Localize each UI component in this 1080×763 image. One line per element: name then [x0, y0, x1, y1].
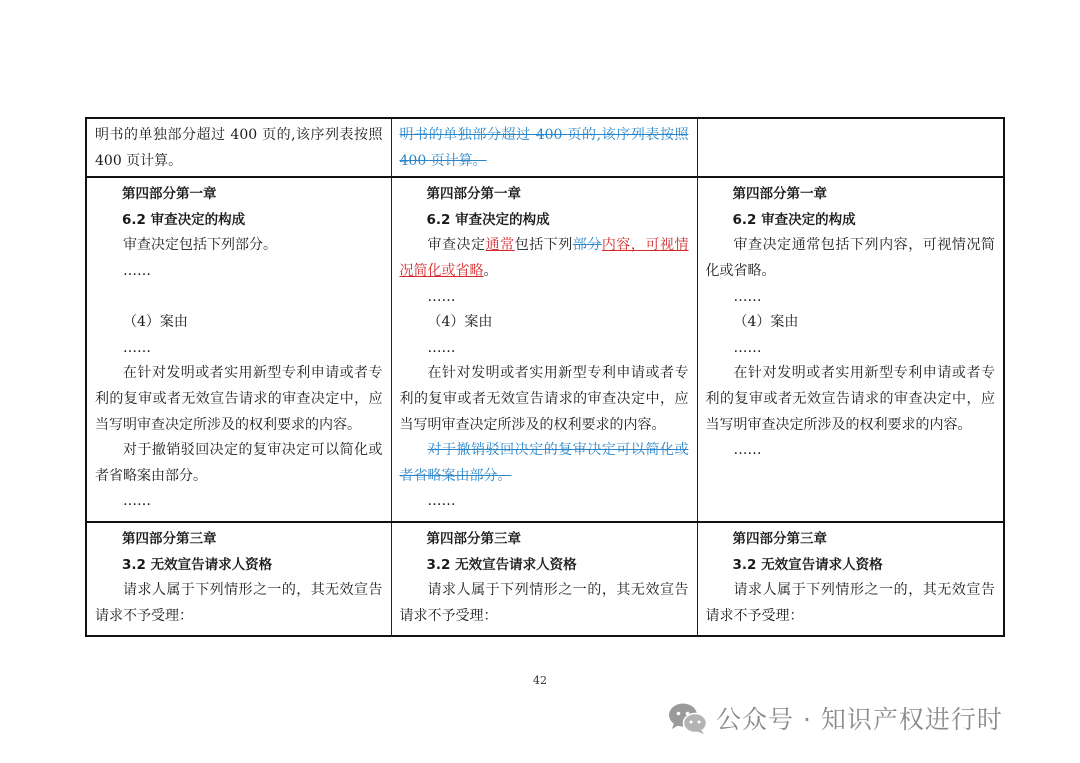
section-heading: 3.2 无效宣告请求人资格: [122, 556, 273, 573]
inserted-text: 内容，可视情况简化或省略: [399, 237, 689, 279]
inserted-text: 通常: [485, 237, 515, 254]
ellipsis: ……: [427, 288, 456, 305]
paragraph: 对于撤销驳回决定的复审决定可以简化或者省略案由部分。: [95, 442, 383, 484]
cell-final: [697, 522, 1004, 636]
list-item: （4）案由: [427, 314, 493, 331]
cell-original: [86, 522, 391, 636]
ellipsis: ……: [123, 339, 151, 356]
section-heading: 3.2 无效宣告请求人资格: [426, 556, 577, 573]
paragraph: 请求人属于下列情形之一的，其无效宣告请求不予受理：: [399, 582, 689, 624]
text-run: 包括下列: [514, 237, 573, 254]
section-heading: 6.2 审查决定的构成: [426, 211, 550, 228]
table-row: [86, 177, 1004, 522]
section-heading: 6.2 审查决定的构成: [122, 211, 246, 228]
paragraph: 在针对发明或者实用新型专利申请或者专利的复审或者无效宣告请求的审查决定中，应当写明审查决定所涉及的权利要求的内容。: [705, 365, 995, 433]
chapter-heading: 第四部分第一章: [732, 186, 827, 203]
table-row: [86, 522, 1004, 636]
chapter-heading: 第四部分第一章: [426, 186, 521, 203]
cell-revision: [391, 118, 697, 177]
text-run: 。: [483, 262, 498, 279]
watermark: [668, 700, 1003, 736]
section-heading: 3.2 无效宣告请求人资格: [732, 556, 883, 573]
text-run: 审查决定: [427, 237, 486, 254]
paragraph: 在针对发明或者实用新型专利申请或者专利的复审或者无效宣告请求的审查决定中，应当写明审查决定所涉及的权利要求的内容。: [95, 365, 383, 433]
wechat-icon: [668, 701, 708, 735]
paragraph: 请求人属于下列情形之一的，其无效宣告请求不予受理：: [95, 582, 383, 624]
chapter-heading: 第四部分第三章: [426, 530, 521, 547]
cell-original: [86, 118, 391, 177]
deleted-text: 明书的单独部分超过 400 页的,该序列表按照 400 页计算。: [399, 127, 689, 169]
comparison-table: [85, 117, 1005, 637]
ellipsis: ……: [733, 339, 762, 356]
list-item: （4）案由: [123, 314, 188, 331]
cell-revision: [391, 177, 697, 522]
ellipsis: ……: [427, 493, 456, 510]
original-text: 明书的单独部分超过 400 页的,该序列表按照 400 页计算。: [95, 127, 383, 169]
paragraph: 请求人属于下列情形之一的，其无效宣告请求不予受理：: [705, 582, 995, 624]
cell-final: [697, 177, 1004, 522]
watermark-text: 公众号 · 知识产权进行时: [716, 705, 1003, 734]
paragraph: 在针对发明或者实用新型专利申请或者专利的复审或者无效宣告请求的审查决定中，应当写明审查决定所涉及的权利要求的内容。: [399, 365, 689, 433]
paragraph: 审查决定包括下列部分。: [123, 237, 277, 254]
cell-final: [697, 118, 1004, 177]
chapter-heading: 第四部分第三章: [732, 530, 827, 547]
chapter-heading: 第四部分第三章: [122, 530, 217, 547]
section-heading: 6.2 审查决定的构成: [732, 211, 856, 228]
paragraph: [400, 233, 689, 284]
ellipsis: ……: [733, 442, 762, 459]
ellipsis: ……: [123, 262, 151, 279]
table-row: [86, 118, 1004, 177]
page-number: 42: [533, 674, 547, 687]
chapter-heading: 第四部分第一章: [122, 186, 217, 203]
paragraph: 审查决定通常包括下列内容，可视情况简化或省略。: [705, 237, 995, 279]
cell-revision: [391, 522, 697, 636]
cell-original: [86, 177, 391, 522]
ellipsis: ……: [123, 493, 151, 510]
ellipsis: ……: [733, 288, 762, 305]
deleted-text: 部分: [572, 237, 602, 254]
deleted-text: 对于撤销驳回决定的复审决定可以简化或者省略案由部分。: [399, 442, 689, 484]
ellipsis: ……: [427, 339, 456, 356]
list-item: （4）案由: [733, 314, 799, 331]
